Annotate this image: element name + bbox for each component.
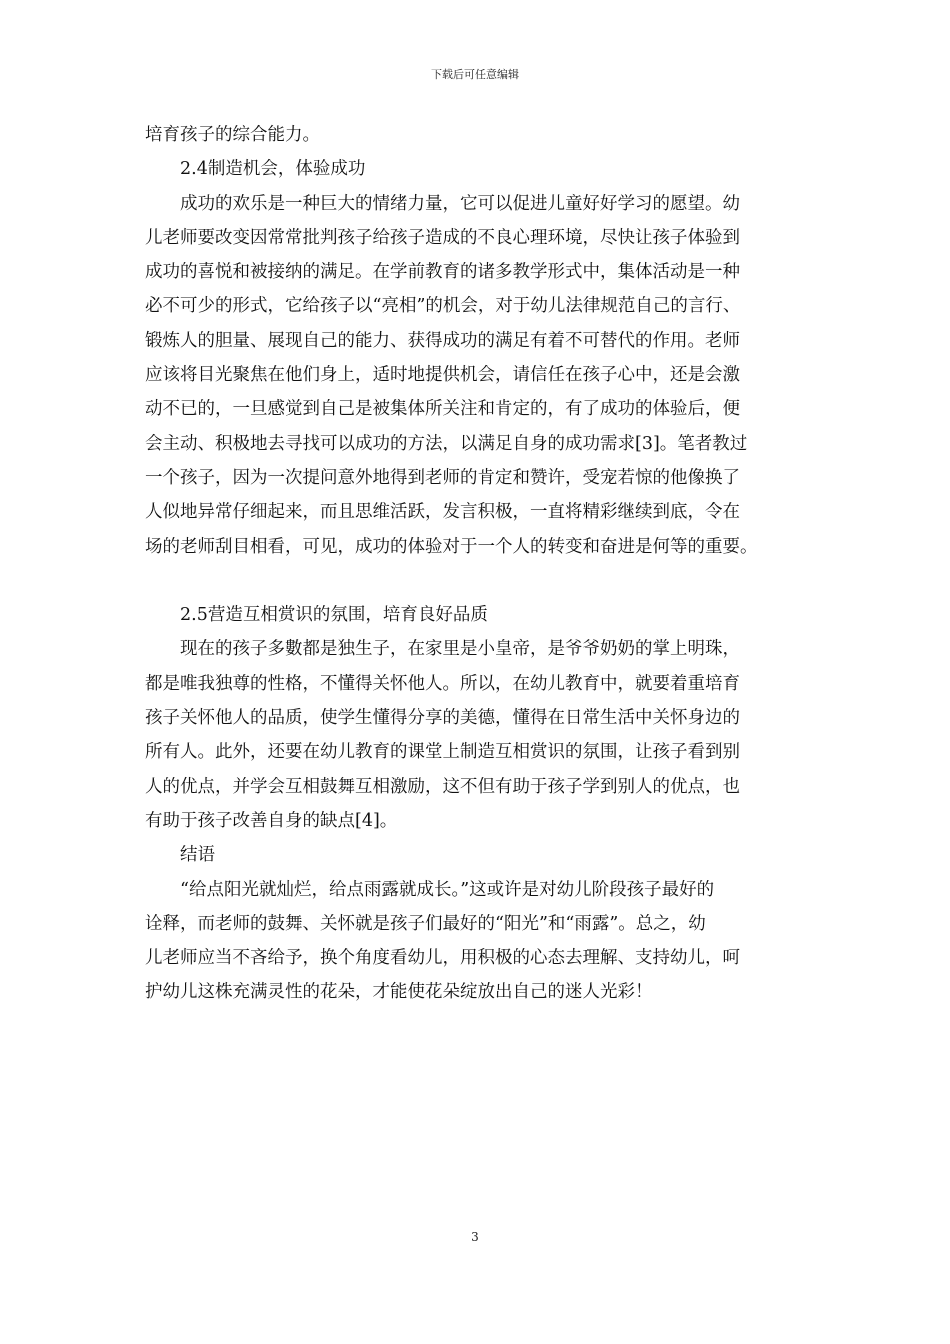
paragraph-spacer (145, 564, 810, 598)
paragraph-line: 人似地异常仔细起来，而且思维活跃，发言积极，一直将精彩继续到底，令在 (145, 502, 740, 523)
paragraph-line: 所有人。此外，还要在幼儿教育的课堂上制造互相赏识的氛围，让孩子看到别 (145, 742, 740, 763)
paragraph-line: 人的优点，并学会互相鼓舞互相激励，这不但有助于孩子学到别人的优点，也 (145, 776, 740, 797)
paragraph-line: 一个孩子，因为一次提问意外地得到老师的肯定和赞许，受宠若惊的他像换了 (145, 467, 740, 488)
paragraph-line: 现在的孩子多數都是独生子，在家里是小皇帝，是爷爷奶奶的掌上明珠， (180, 639, 740, 660)
paragraph-line: 有助于孩子改善自身的缺点[4]。 (145, 810, 398, 831)
paragraph-line: 场的老师刮目相看，可见，成功的体验对于一个人的转变和奋进是何等的重要。 (145, 536, 758, 557)
paragraph-line: “给点阳光就灿烂，给点雨露就成长。”这或许是对幼儿阶段孩子最好的 (180, 879, 715, 900)
paragraph-line: 护幼儿这株充满灵性的花朵，才能使花朵绽放出自己的迷人光彩！ (145, 982, 653, 1003)
paragraph-line: 成功的欢乐是一种巨大的情绪力量，它可以促进儿童好好学习的愿望。幼 (180, 193, 740, 214)
document-body (145, 118, 810, 1010)
paragraph-line: 会主动、积极地去寻找可以成功的方法，以满足自身的成功需求[3]。笔者教过 (145, 433, 748, 454)
page-number: 3 (471, 1230, 479, 1244)
paragraph-line: 都是唯我独尊的性格，不懂得关怀他人。所以，在幼儿教育中，就要着重培育 (145, 673, 740, 694)
paragraph-line: 儿老师应当不吝给予，换个角度看幼儿，用积极的心态去理解、支持幼儿，呵 (145, 948, 740, 969)
paragraph-line: 动不已的，一旦感觉到自己是被集体所关注和肯定的，有了成功的体验后，便 (145, 399, 740, 420)
paragraph-line: 锻炼人的胆量、展现自己的能力、获得成功的满足有着不可替代的作用。老师 (145, 330, 740, 351)
page-header: 下载后可任意编辑 (431, 68, 519, 81)
paragraph-line: 培育孩子的综合能力。 (145, 125, 320, 145)
paragraph-line: 成功的喜悦和被接纳的满足。在学前教育的诸多教学形式中，集体活动是一种 (145, 262, 740, 283)
section-heading-2-4: 2.4制造机会，体验成功 (180, 159, 366, 180)
paragraph-line: 诠释，而老师的鼓舞、关怀就是孩子们最好的“阳光”和“雨露”。总之，幼 (145, 913, 706, 934)
section-heading-2-5: 2.5营造互相赏识的氛围，培育良好品质 (180, 605, 488, 626)
paragraph-line: 必不可少的形式，它给孩子以“亮相”的机会，对于幼儿法律规范自己的言行、 (145, 296, 741, 317)
paragraph-line: 应该将目光聚焦在他们身上，适时地提供机会，请信任在孩子心中，还是会激 (145, 365, 740, 386)
paragraph-line: 孩子关怀他人的品质，使学生懂得分享的美德，懂得在日常生活中关怀身边的 (145, 708, 740, 729)
section-heading-conclusion: 结语 (180, 845, 215, 866)
paragraph-line: 儿老师要改变因常常批判孩子给孩子造成的不良心理环境，尽快让孩子体验到 (145, 227, 740, 248)
